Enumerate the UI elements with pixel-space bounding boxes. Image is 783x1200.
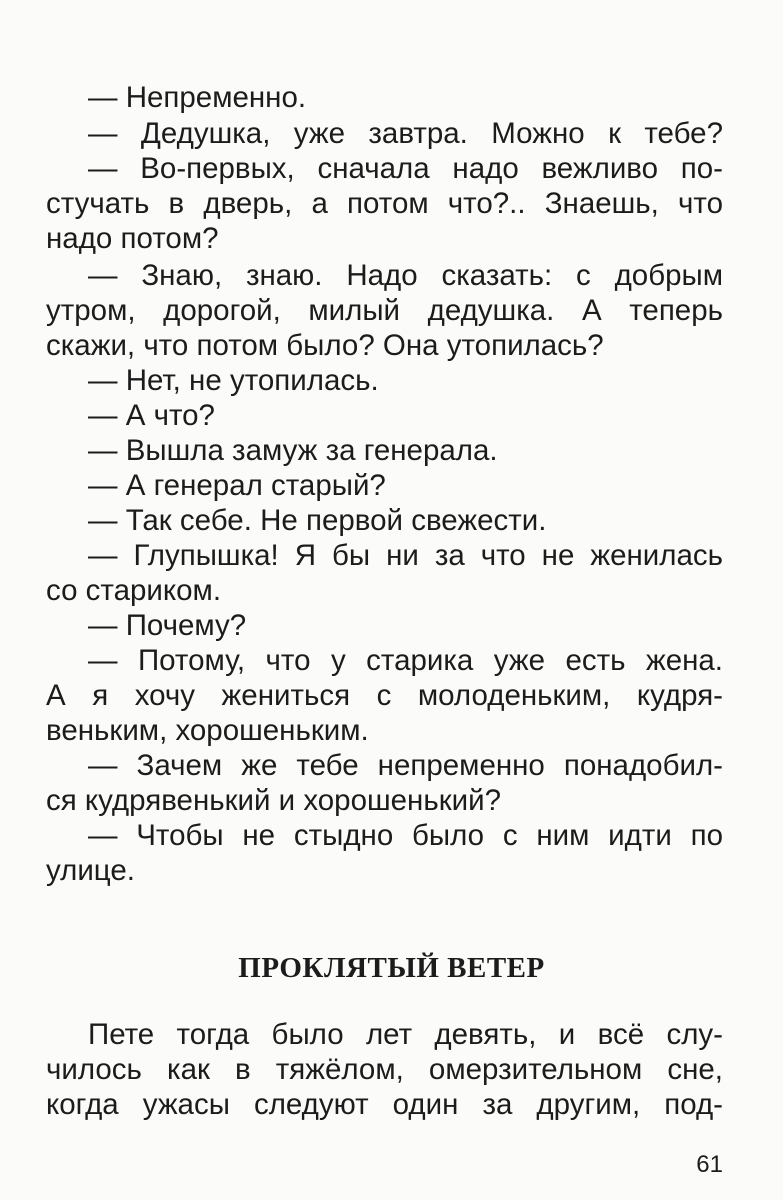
dialogue-line: — Вышла замуж за генерала. (88, 434, 498, 467)
section-title: ПРОКЛЯТЫЙ ВЕТЕР (238, 952, 545, 984)
dialogue-line: — Знаю, знаю. Надо сказать: с добрым (88, 259, 723, 292)
dialogue-line: веньким, хорошеньким. (46, 714, 369, 747)
dialogue-line: — Во-первых, сначала надо вежливо по- (88, 152, 723, 185)
dialogue-line: скажи, что потом было? Она утопилась? (46, 329, 604, 362)
dialogue-line: ся кудрявенький и хорошенький? (46, 784, 501, 817)
dialogue-line: — Дедушка, уже завтра. Можно к тебе? (88, 117, 723, 150)
dialogue-line: — Потому, что у старика уже есть жена. (88, 644, 723, 677)
dialogue-line: — Почему? (88, 609, 247, 642)
dialogue-line: стучать в дверь, а потом что?.. Знаешь, что (46, 187, 723, 220)
dialogue-line: — Глупышка! Я бы ни за что не женилась (88, 539, 723, 572)
page-number: 61 (696, 1151, 723, 1178)
dialogue-line: А я хочу жениться с молоденьким, кудря- (46, 679, 723, 712)
dialogue-line: — А генерал старый? (88, 469, 386, 502)
dialogue-line: — Зачем же тебе непременно понадобил- (88, 749, 723, 782)
paragraph-line: когда ужасы следуют один за другим, под- (46, 1088, 723, 1121)
paragraph-line: чилось как в тяжёлом, омерзительном сне, (46, 1053, 723, 1086)
paragraph-line: Пете тогда было лет девять, и всё слу- (88, 1018, 723, 1051)
dialogue-line: — Непременно. (88, 81, 307, 114)
dialogue-line: — Так себе. Не первой свежести. (88, 504, 547, 537)
dialogue-line: со стариком. (46, 574, 222, 607)
dialogue-line: — Нет, не утопилась. (88, 364, 379, 397)
dialogue-line: надо потом? (46, 222, 219, 255)
dialogue-line: утром, дорогой, милый дедушка. А теперь (46, 294, 723, 327)
dialogue-line: улице. (46, 854, 135, 887)
dialogue-line: — Чтобы не стыдно было с ним идти по (88, 819, 723, 852)
dialogue-line: — А что? (88, 399, 215, 432)
